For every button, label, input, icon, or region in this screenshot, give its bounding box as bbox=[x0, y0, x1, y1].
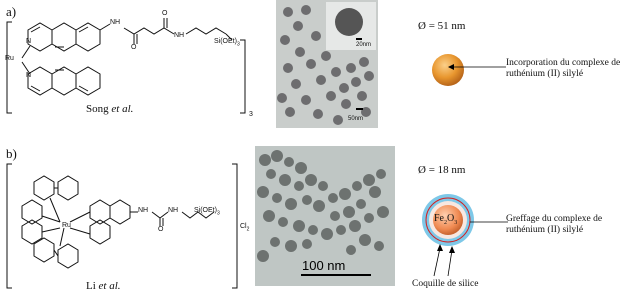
ru-label-a: Ru bbox=[5, 55, 14, 62]
annotation-a: Incorporation du complexe de ruthénium (II) silylé bbox=[506, 58, 621, 79]
panel-b-label: b) bbox=[6, 146, 17, 161]
shell-label: Coquille de silice bbox=[412, 279, 479, 289]
bracket-subscript: 3 bbox=[249, 111, 253, 118]
caption-a: Song et al. bbox=[86, 103, 134, 115]
carbonyl-right-label: O bbox=[162, 10, 168, 17]
tem-scale-label-b: 100 nm bbox=[302, 258, 346, 273]
si-group-label-b: $Si(OEt)_3$ bbox=[194, 207, 220, 217]
nh-left-label-b: NH bbox=[138, 207, 149, 214]
si-group-label-a: $Si(OEt)_3$ bbox=[214, 38, 240, 48]
panel-a-structure bbox=[0, 0, 270, 135]
tem-image-a bbox=[276, 0, 378, 128]
tem-main-scale-label-a: 50nm bbox=[348, 116, 364, 122]
panel-a-label: a) bbox=[6, 4, 17, 19]
diameter-b: Ø = 18 nm bbox=[418, 164, 466, 176]
n-top-label: N bbox=[26, 38, 32, 45]
nh-left-label: NH bbox=[110, 19, 121, 26]
annotation-b: Greffage du complexe de ruthénium (II) silylé bbox=[506, 214, 603, 235]
shell-arrows bbox=[426, 244, 466, 278]
panel-b-structure bbox=[0, 160, 250, 292]
annotation-arrow-a bbox=[448, 60, 508, 74]
cl-label: $Cl_2$ bbox=[240, 223, 250, 233]
carbonyl-left-label: O bbox=[131, 44, 137, 51]
carbonyl-label-b: O bbox=[158, 226, 164, 233]
ru-label-b: Ru bbox=[62, 222, 71, 229]
tem-inset-scale-label: 20nm bbox=[356, 42, 372, 48]
diameter-a: Ø = 51 nm bbox=[418, 20, 466, 32]
annotation-line-b bbox=[470, 220, 510, 232]
nh-right-label-b: NH bbox=[168, 207, 179, 214]
n-bottom-label: N bbox=[26, 72, 32, 79]
core-label: $Fe_2O_3$ bbox=[434, 213, 458, 226]
caption-b: Li et al. bbox=[86, 280, 121, 292]
nh-right-label: NH bbox=[174, 32, 185, 39]
